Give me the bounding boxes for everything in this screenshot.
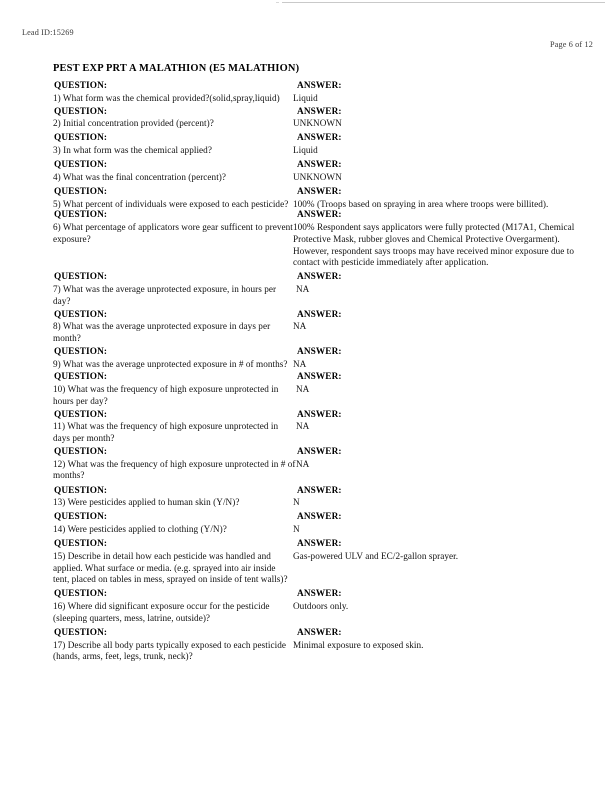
question-label: QUESTION: [54, 133, 108, 144]
question-text: 11) What was the frequency of high exposure unprotected in days per month? [53, 421, 279, 444]
qa-row [53, 187, 598, 210]
answer-text: NA [296, 421, 310, 432]
page-title: PEST EXP PRT A MALATHION (E5 MALATHION) [53, 63, 300, 74]
answer-label: ANSWER: [297, 81, 342, 91]
answer-text: Outdoors only. [293, 601, 349, 612]
qa-row [53, 347, 598, 370]
qa-content-line [53, 384, 598, 407]
question-text: 15) Describe in detail how each pesticide was handled and applied. What surface or media. (e.g. sprayed into air inside tent, placed on tables in mess, sprayed on inside of tent walls)? [53, 550, 288, 585]
answer-text: NA [296, 384, 310, 395]
question-text: 1) What form was the chemical provided?(solid,spray,liquid) [53, 92, 280, 103]
answer-text: NA [296, 458, 310, 469]
qa-row [53, 512, 598, 535]
question-text: 14) Were pesticides applied to clothing (Y/N)? [53, 524, 227, 535]
answer-label: ANSWER: [297, 447, 342, 458]
question-text: 16) Where did significant exposure occur for the pesticide (sleeping quarters, mess, latrine, outside)? [53, 601, 270, 623]
answer-label: ANSWER: [297, 186, 342, 197]
answer-text: UNKNOWN [293, 171, 342, 182]
question-text: 9) What was the average unprotected exposure in # of months? [53, 358, 288, 369]
qa-label-line [53, 160, 598, 172]
question-label: QUESTION: [54, 627, 108, 638]
qa-content-line [53, 118, 598, 130]
answer-text: Liquid [293, 92, 318, 103]
qa-label-line [53, 447, 598, 459]
qa-content-line [53, 284, 598, 307]
qa-label-line [53, 210, 598, 222]
qa-label-line [53, 410, 598, 422]
question-label: QUESTION: [54, 372, 108, 383]
qa-content-line [53, 222, 598, 269]
question-text: 5) What percent of individuals were exposed to each pesticide? [53, 198, 289, 209]
qa-row [53, 272, 598, 307]
qa-label-line [53, 187, 598, 199]
qa-content-line [53, 497, 598, 509]
qa-label-line [53, 133, 598, 145]
answer-label: ANSWER: [297, 539, 342, 550]
question-label: QUESTION: [54, 186, 108, 197]
question-text: 6) What percentage of applicators wore gear sufficent to prevent exposure? [53, 222, 293, 244]
answer-label: ANSWER: [297, 309, 342, 320]
qa-row [53, 133, 598, 156]
qa-row [53, 486, 598, 509]
qa-content-line [53, 172, 598, 184]
qa-row [53, 447, 598, 482]
qa-content-line [53, 359, 598, 371]
answer-text: NA [296, 284, 310, 294]
qa-row [53, 81, 598, 104]
question-text: 17) Describe all body parts typically exposed to each pesticide (hands, arms, feet, legs, trunk, neck)? [53, 639, 287, 662]
qa-content-line [53, 321, 598, 344]
qa-content-line [53, 524, 598, 536]
qa-label-line [53, 347, 598, 359]
question-label: QUESTION: [54, 309, 108, 320]
answer-label: ANSWER: [297, 210, 342, 221]
scan-artifact-tick [276, 2, 279, 3]
qa-row [53, 589, 598, 624]
answer-label: ANSWER: [297, 512, 342, 523]
running-head [0, 28, 611, 49]
qa-content-line [53, 601, 598, 624]
question-text: 4) What was the final concentration (percent)? [53, 171, 227, 182]
qa-content-line [53, 93, 598, 105]
answer-label: ANSWER: [297, 346, 342, 357]
question-label: QUESTION: [54, 160, 108, 171]
question-label: QUESTION: [54, 539, 108, 550]
question-label: QUESTION: [54, 272, 108, 283]
question-label: QUESTION: [54, 512, 108, 523]
answer-text: 100% (Troops based on spraying in area where troops were billited). [293, 198, 549, 209]
answer-text: N [293, 524, 300, 535]
answer-label: ANSWER: [297, 409, 342, 420]
answer-label: ANSWER: [297, 272, 342, 283]
qa-label-line [53, 310, 598, 322]
question-text: 7) What was the average unprotected exposure, in hours per day? [53, 284, 277, 306]
qa-label-line [53, 81, 598, 93]
answer-text: Liquid [293, 145, 318, 156]
answer-label: ANSWER: [297, 589, 342, 600]
qa-label-line [53, 628, 598, 640]
question-label: QUESTION: [54, 409, 108, 420]
qa-label-line [53, 539, 598, 551]
scan-artifact-line [282, 2, 605, 3]
answer-label: ANSWER: [297, 372, 342, 383]
qa-row [53, 539, 598, 586]
question-label: QUESTION: [54, 447, 108, 458]
qa-label-line [53, 589, 598, 601]
question-label: QUESTION: [54, 106, 108, 117]
qa-content-line [53, 145, 598, 157]
qa-content-line [53, 640, 598, 663]
question-text: 2) Initial concentration provided (percent)? [53, 118, 214, 129]
qa-label-line [53, 272, 598, 284]
qa-content-line [53, 199, 598, 211]
document-body [53, 63, 598, 663]
qa-content-line [53, 421, 598, 444]
qa-row [53, 107, 598, 130]
answer-label: ANSWER: [297, 485, 342, 496]
question-text: 8) What was the average unprotected exposure in days per month? [53, 321, 271, 343]
lead-id-label: Lead ID:15269 [22, 28, 74, 37]
question-text: 10) What was the frequency of high exposure unprotected in hours per day? [53, 384, 279, 406]
question-text: 12) What was the frequency of high exposure unprotected in # of months? [53, 458, 296, 481]
qa-label-line [53, 372, 598, 384]
question-label: QUESTION: [54, 210, 108, 221]
question-text: 13) Were pesticides applied to human skin (Y/N)? [53, 497, 240, 508]
answer-text: NA [293, 358, 307, 369]
qa-row [53, 160, 598, 183]
qa-content-line [53, 459, 598, 482]
question-label: QUESTION: [54, 485, 108, 496]
answer-text: N [293, 497, 300, 508]
answer-text: 100% Respondent says applicators were fully protected (M17A1, Chemical Protective Mask, rubber gloves and Chemical Protective Overgarment). However, respondent says troops may have received minor exposure due to contact with pesticide immediately after application. [293, 222, 575, 268]
qa-row [53, 410, 598, 445]
answer-text: Minimal exposure to exposed skin. [293, 639, 424, 650]
qa-row [53, 310, 598, 345]
answer-label: ANSWER: [297, 627, 342, 638]
qa-row [53, 372, 598, 407]
answer-text: Gas-powered ULV and EC/2-gallon sprayer. [293, 550, 459, 561]
qa-row [53, 210, 598, 269]
answer-label: ANSWER: [297, 160, 342, 171]
page-number-label: Page 6 of 12 [550, 40, 593, 49]
answer-text: NA [293, 321, 307, 332]
qa-content-line [53, 551, 598, 586]
qa-label-line [53, 107, 598, 119]
qa-list [53, 81, 598, 663]
qa-label-line [53, 486, 598, 498]
question-label: QUESTION: [54, 81, 108, 91]
question-text: 3) In what form was the chemical applied? [53, 145, 212, 156]
question-label: QUESTION: [54, 589, 108, 600]
answer-label: ANSWER: [297, 133, 342, 144]
question-label: QUESTION: [54, 346, 108, 357]
qa-label-line [53, 512, 598, 524]
qa-row [53, 628, 598, 663]
answer-label: ANSWER: [297, 106, 342, 117]
answer-text: UNKNOWN [293, 118, 342, 129]
